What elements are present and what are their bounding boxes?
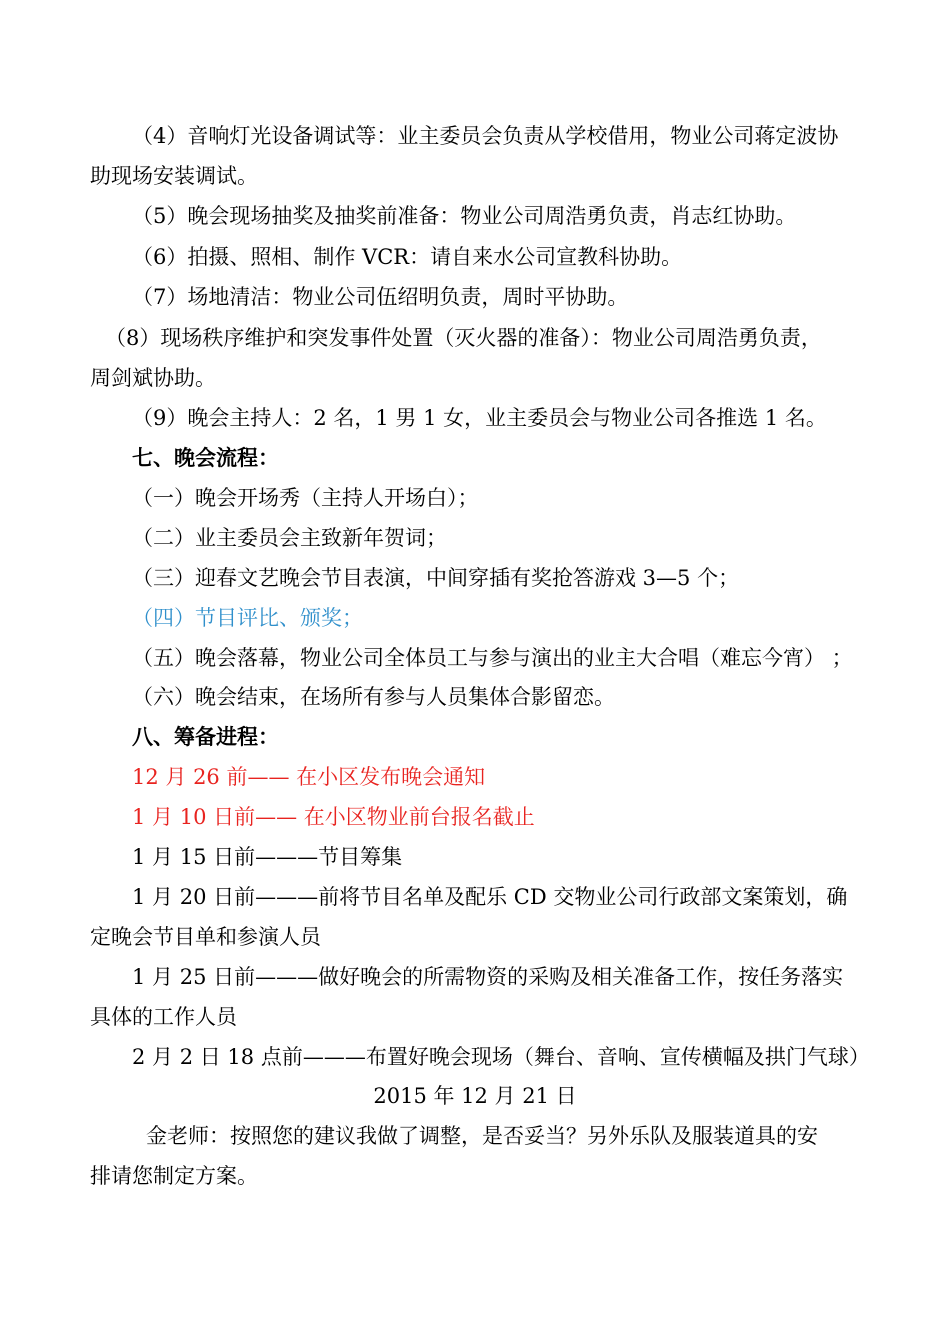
section-8-heading: 八、筹备进程： [132, 724, 279, 749]
item-4-line-1: （4）音响灯光设备调试等：业主委员会负责从学校借用，物业公司蒋定波协 [132, 124, 839, 148]
section-7-heading: 七、晚会流程： [132, 445, 279, 470]
item-5: （5）晚会现场抽奖及抽奖前准备：物业公司周浩勇负责，肖志红协助。 [132, 204, 797, 228]
note-line-2: 排请您制定方案。 [90, 1164, 258, 1188]
document-date: 2015 年 12 月 21 日 [373, 1084, 577, 1108]
step-5: （五）晚会落幕，物业公司全体员工与参与演出的业主大合唱（难忘今宵） ； [132, 646, 853, 670]
timeline-6: 2 月 2 日 18 点前———布置好晚会现场（舞台、音响、宣传横幅及拱门气球） [132, 1045, 870, 1069]
step-1: （一）晚会开场秀（主持人开场白）； [132, 486, 479, 510]
timeline-5-line-1: 1 月 25 日前———做好晚会的所需物资的采购及相关准备工作，按任务落实 [132, 965, 844, 989]
timeline-3: 1 月 15 日前———节目筹集 [132, 845, 403, 869]
timeline-1: 12 月 26 前—— 在小区发布晚会通知 [132, 765, 486, 789]
step-3: （三）迎春文艺晚会节目表演，中间穿插有奖抢答游戏 3—5 个； [132, 566, 740, 590]
item-8-line-1: （8）现场秩序维护和突发事件处置（灭火器的准备）：物业公司周浩勇负责， [105, 326, 822, 350]
item-9: （9）晚会主持人：2 名，1 男 1 女，业主委员会与物业公司各推选 1 名。 [132, 406, 827, 430]
timeline-4-line-1: 1 月 20 日前———前将节目名单及配乐 CD 交物业公司行政部文案策划，确 [132, 885, 848, 909]
note-line-1: 金老师：按照您的建议我做了调整，是否妥当？另外乐队及服装道具的安 [146, 1124, 818, 1148]
timeline-5-line-2: 具体的工作人员 [90, 1005, 237, 1029]
step-4: （四）节目评比、颁奖； [132, 606, 363, 630]
item-4-line-2: 助现场安装调试。 [90, 164, 258, 188]
step-6: （六）晚会结束，在场所有参与人员集体合影留恋。 [132, 685, 615, 709]
item-8-line-2: 周剑斌协助。 [90, 366, 216, 390]
item-7: （7）场地清洁：物业公司伍绍明负责，周时平协助。 [132, 285, 629, 309]
step-2: （二）业主委员会主致新年贺词； [132, 526, 447, 550]
item-6: （6）拍摄、照相、制作 VCR：请自来水公司宣教科协助。 [132, 245, 683, 269]
timeline-4-line-2: 定晚会节目单和参演人员 [90, 925, 321, 949]
timeline-2: 1 月 10 日前—— 在小区物业前台报名截止 [132, 805, 535, 829]
